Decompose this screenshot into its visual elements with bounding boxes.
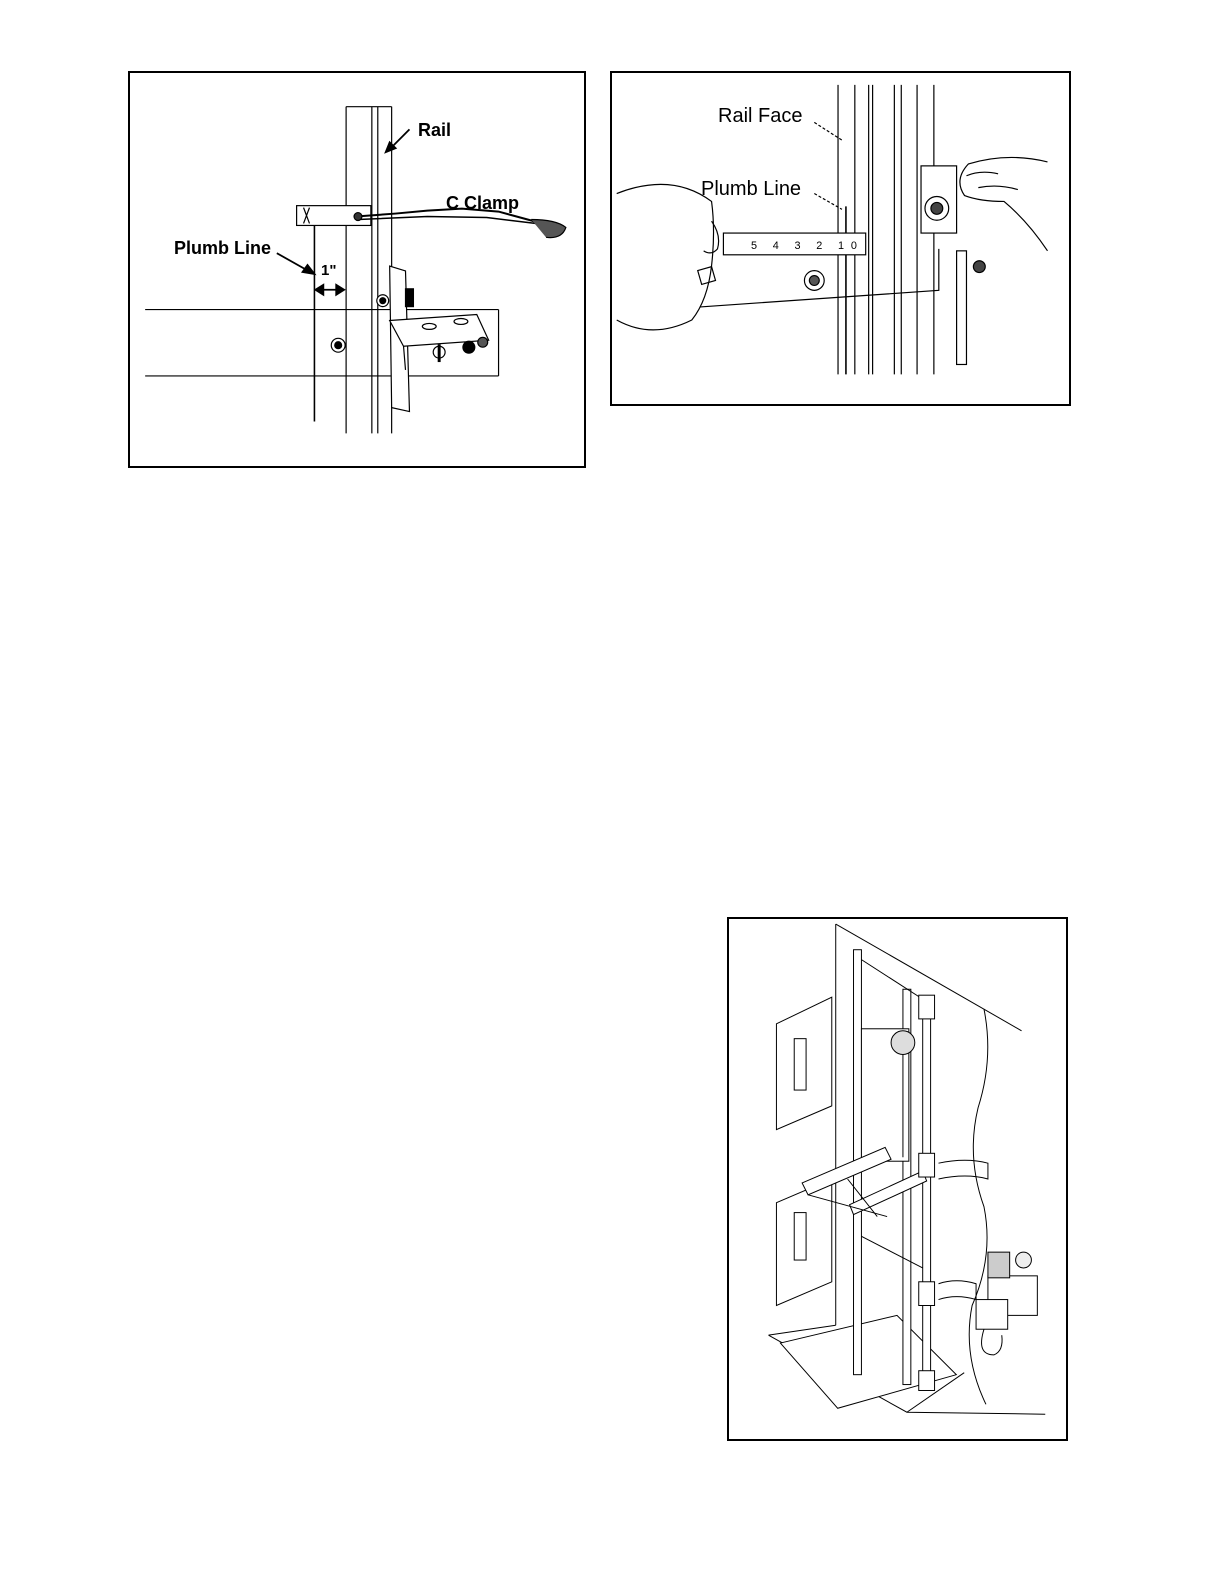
rail-face-label: Rail Face <box>718 105 803 127</box>
lift-shaft-drawing <box>729 919 1066 1439</box>
rail-label: Rail <box>418 120 452 140</box>
offset-dimension-label: 1" <box>321 262 337 279</box>
tape-mark-4: 4 <box>772 239 779 252</box>
plumb-line-label: Plumb Line <box>174 238 272 258</box>
tape-mark-0: 0 <box>850 239 857 252</box>
c-clamp-label: C Clamp <box>446 193 520 213</box>
tape-mark-1: 1 <box>837 239 845 252</box>
tape-measure-drawing <box>612 73 1069 404</box>
figure-plumb-line-c-clamp <box>128 71 586 468</box>
figure-lift-installation-overview <box>727 917 1068 1441</box>
tape-mark-5: 5 <box>751 239 758 252</box>
tape-mark-3: 3 <box>794 239 801 252</box>
rail-clamp-drawing <box>130 73 584 466</box>
tape-mark-2: 2 <box>816 239 823 252</box>
plumb-line-label: Plumb Line <box>701 178 802 200</box>
figure-rail-face-measurement <box>610 71 1071 406</box>
